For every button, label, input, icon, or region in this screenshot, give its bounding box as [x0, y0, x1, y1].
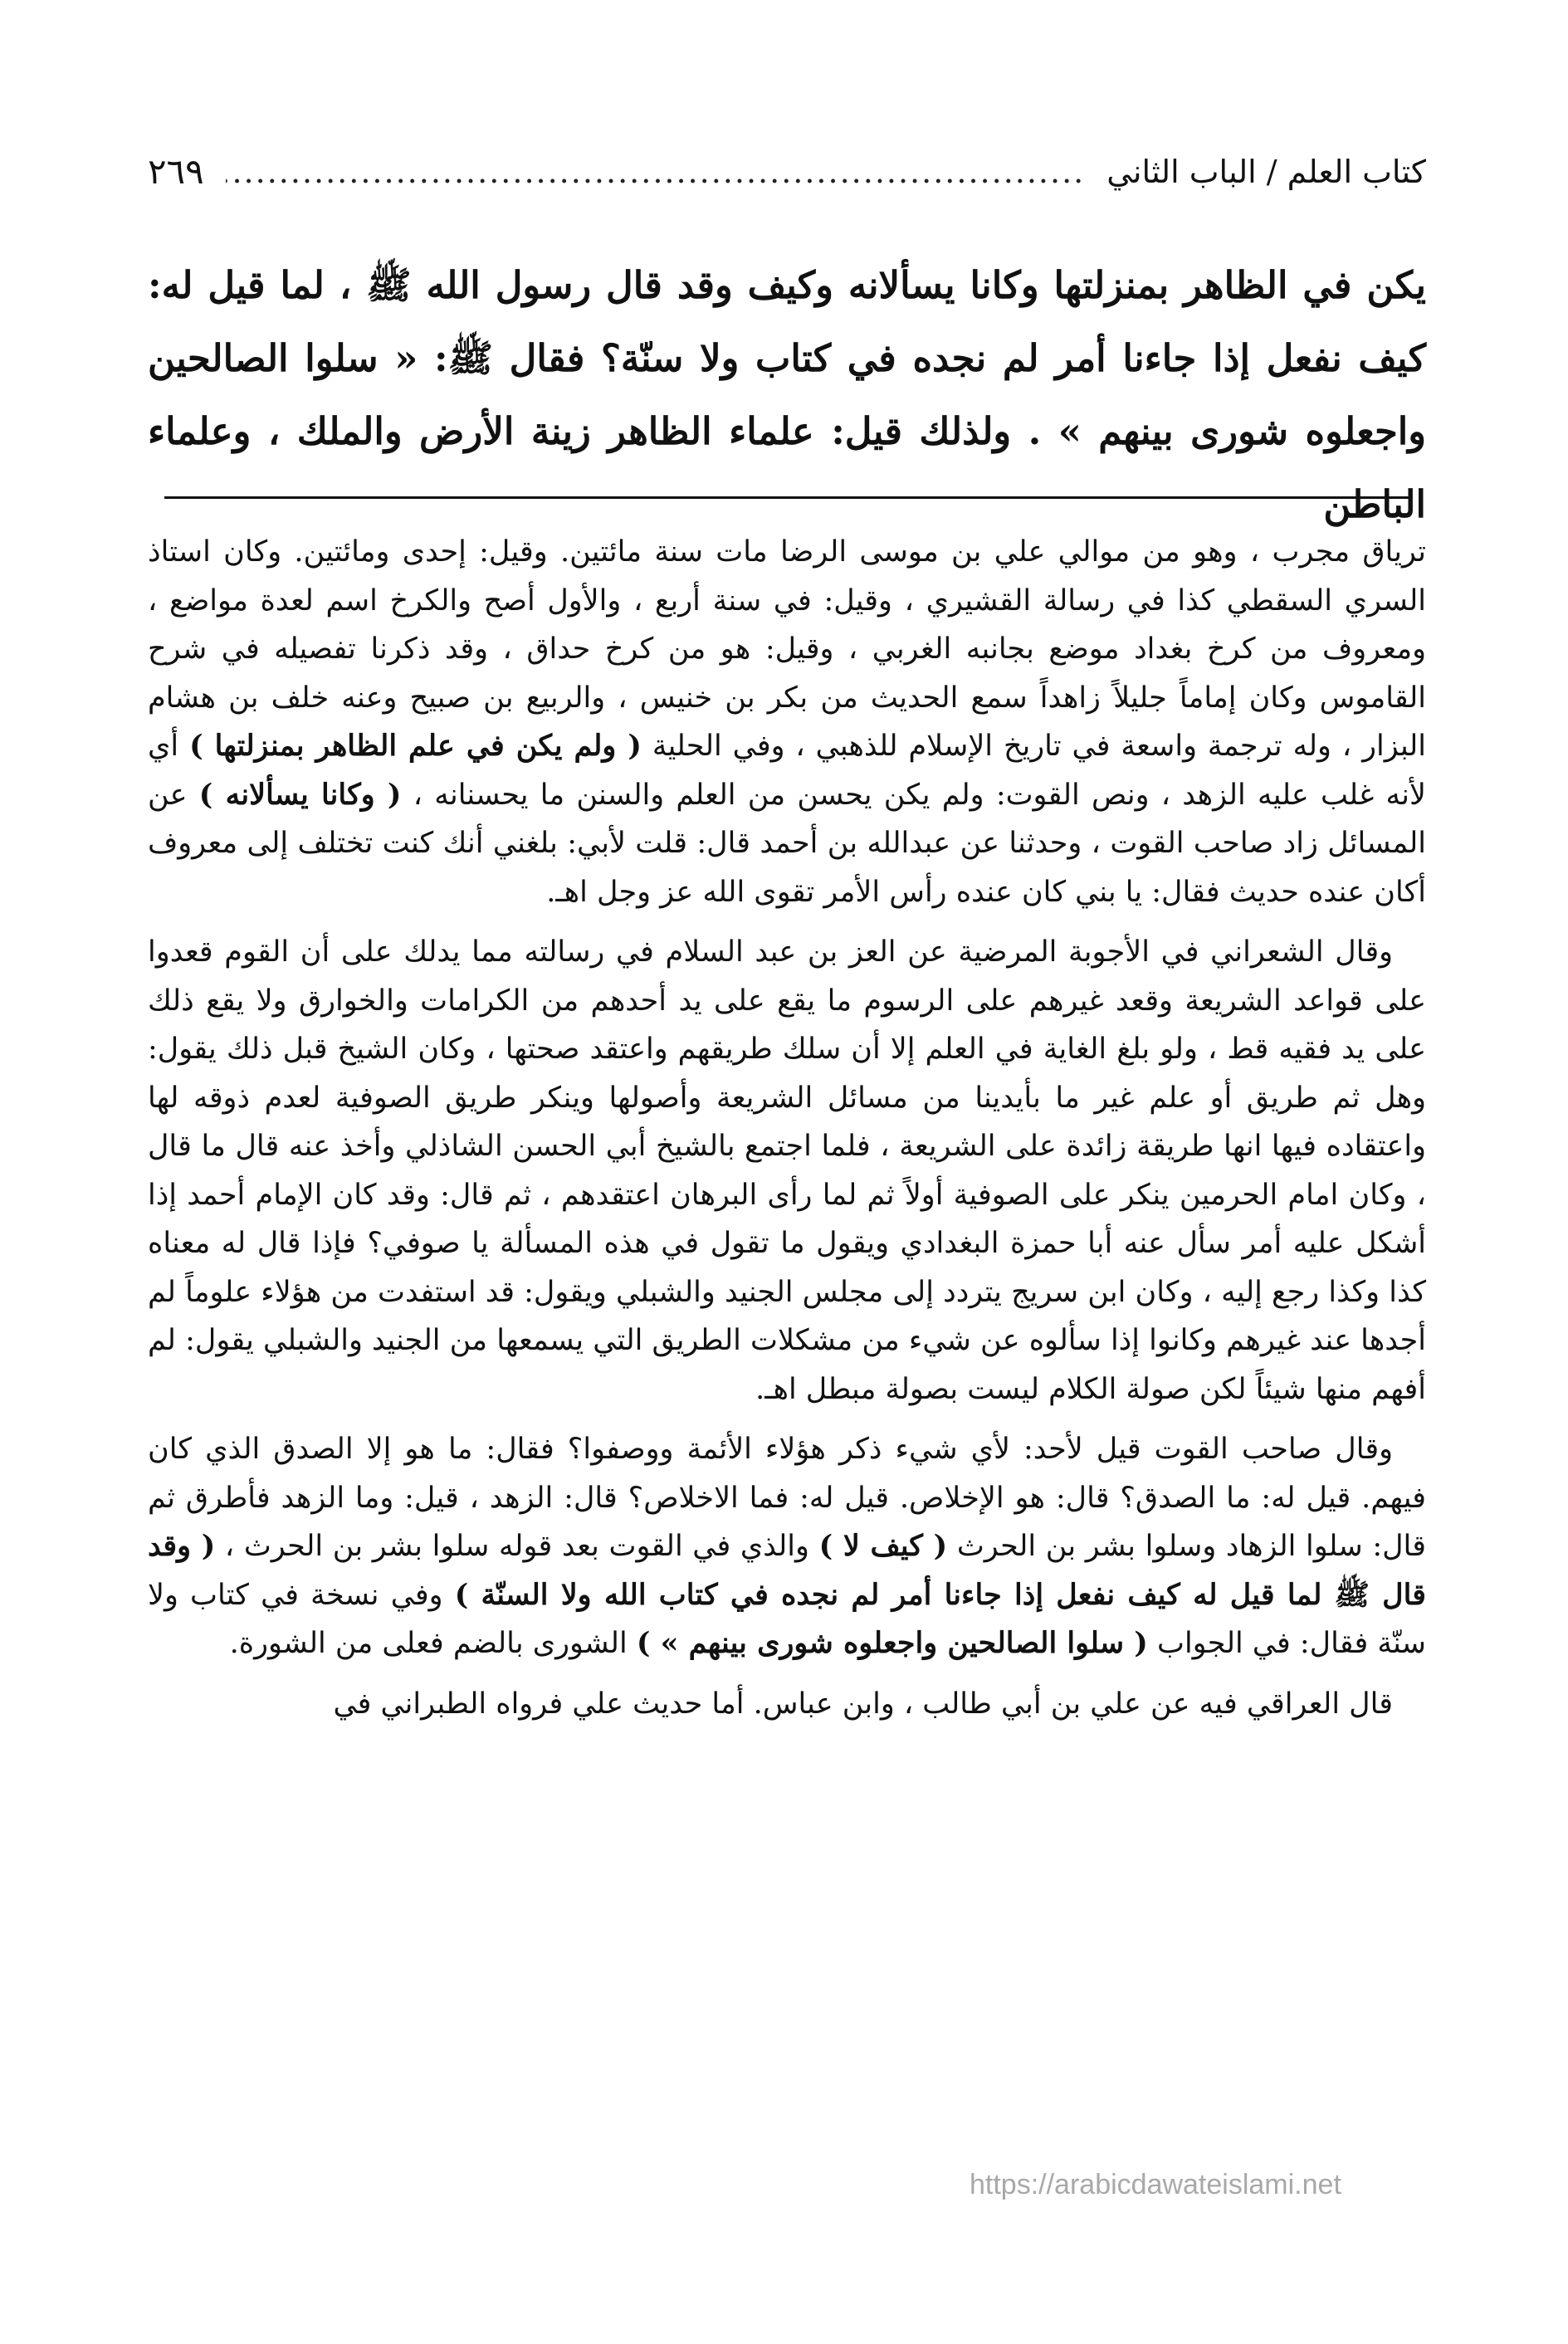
commentary-text: وقال صاحب القوت قيل لأحد: لأي شيء ذكر هؤلاء الأئمة ووصفوا؟ فقال: ما هو إلا الصدق الذي كان فيهم. قيل له: ما الصدق؟ قال: هو الإخلاص. قيل له: فما الاخلاص؟ قال: الزهد ، قيل: وما الزهد فأطرق ثم قال: سلوا الزهاد وسلوا بشر بن الحرث [148, 1433, 1426, 1563]
commentary-quote: ( وكانا يسألانه ) [198, 777, 402, 812]
commentary-quote: ( سلوا الصالحين واجعلوه شورى بينهم » ) [636, 1626, 1148, 1660]
commentary-paragraph [148, 528, 1426, 916]
commentary-paragraph [148, 1680, 1426, 1729]
commentary-text: الشورى بالضم فعلى من الشورة. [229, 1627, 628, 1660]
commentary-text: أي لأنه غلب عليه الزهد ، ونص القوت: ولم يكن يحسن من العلم والسنن ما يحسنانه ، [148, 730, 1426, 812]
commentary-text: عن المسائل زاد صاحب القوت ، وحدثنا عن عبدالله بن أحمد قال: قلت لأبي: بلغني أنك كنت تختلف إلى معروف أكان عنده حديث فقال: يا بني كان عنده رأس الأمر تقوى الله عز وجل اهـ. [148, 778, 1426, 909]
main-text-line: واجعلوه شورى بينهم » . ولذلك قيل: علماء الظاهر زينة الأرض والملك ، وعلماء الباطن [148, 409, 1426, 526]
commentary-text: والذي في القوت بعد قوله سلوا بشر بن الحرث ، [224, 1530, 809, 1563]
page-number: ٢٦٩ [148, 151, 204, 192]
commentary-text: قال العراقي فيه عن علي بن أبي طالب ، وابن عباس. أما حديث علي فرواه الطبراني في [333, 1687, 1393, 1721]
main-text-line: كيف نفعل إذا جاءنا أمر لم نجده في كتاب ولا سنّة؟ فقال ﷺ: « سلوا الصالحين [148, 336, 1426, 380]
running-header [148, 143, 1426, 201]
commentary [148, 528, 1426, 1740]
header-dot-leaders [226, 143, 1086, 201]
commentary-quote: ( ولم يكن في علم الظاهر بمنزلتها ) [189, 729, 642, 763]
main-text-line: يكن في الظاهر بمنزلتها وكانا يسألانه وكيف وقد قال رسول الله ﷺ ، لما قيل له: [148, 263, 1426, 307]
watermark-url: https://arabicdawateislami.net [970, 2169, 1341, 2200]
header-title: كتاب العلم / الباب الثاني [1106, 154, 1426, 190]
commentary-paragraph [148, 1425, 1426, 1668]
footnote-separator [164, 496, 1409, 499]
commentary-text: وقال الشعراني في الأجوبة المرضية عن العز بن عبد السلام في رسالته مما يدلك على أن القوم قعدوا على قواعد الشريعة وقعد غيرهم على الرسوم ما يقع على يد أحدهم من الكرامات والخوارق ولا يقع ذلك على يد فقيه قط ، ولو بلغ الغاية في العلم إلا أن سلك طريقهم واعتقد صحتها ، وكان الشيخ قبل ذلك يقول: وهل ثم طريق أو علم غير ما بأيدينا من مسائل الشريعة وأصولها وينكر طريق الصوفية لعدم ذوقه لها واعتقاده فيها انها طريقة زائدة على الشريعة ، فلما اجتمع بالشيخ أبي الحسن الشاذلي وأخذ عنه قال ما قال ، وكان امام الحرمين ينكر على الصوفية أولاً ثم لما رأى البرهان اعتقدهم ، ثم قال: وقد كان الإمام أحمد إذا أشكل عليه أمر سأل عنه أبا حمزة البغدادي ويقول ما تقول في هذه المسألة يا صوفي؟ فإذا قال له معناه كذا وكذا رجع إليه ، وكان ابن سريج يتردد إلى مجلس الجنيد والشبلي ويقول: قد استفدت من هؤلاء علوماً لم أجدها عند غيرهم وكانوا إذا سألوه عن شيء من مشكلات الطريق التي يسمعها من الجنيد والشبلي يقول: لم أفهم منها شيئاً لكن صولة الكلام ليست بصولة مبطل اهـ. [148, 935, 1426, 1406]
commentary-quote: ( كيف لا ) [818, 1529, 948, 1563]
commentary-paragraph [148, 928, 1426, 1414]
commentary-text: ترياق مجرب ، وهو من موالي علي بن موسى الرضا مات سنة مائتين. وقيل: إحدى ومائتين. وكان استاذ السري السقطي كذا في رسالة القشيري ، وقيل: في سنة أربع ، والأول أصح والكرخ اسم لعدة مواضع ، ومعروف من كرخ بغداد موضع بجانبه الغربي ، وقيل: هو من كرخ حداق ، وقد ذكرنا تفصيله في شرح القاموس وكان إماماً جليلاً زاهداً سمع الحديث من بكر بن خنيس ، والربيع بن صبيح وعنه خلف بن هشام البزار ، وله ترجمة واسعة في تاريخ الإسلام للذهبي ، وفي الحلية [148, 535, 1426, 763]
commentary-quote: ( وقد قال ﷺ لما قيل له كيف نفعل إذا جاءنا أمر لم نجده في كتاب الله ولا السنّة ) [148, 1529, 1426, 1612]
commentary-text: وفي نسخة في كتاب ولا سنّة فقال: في الجواب [148, 1578, 1426, 1660]
